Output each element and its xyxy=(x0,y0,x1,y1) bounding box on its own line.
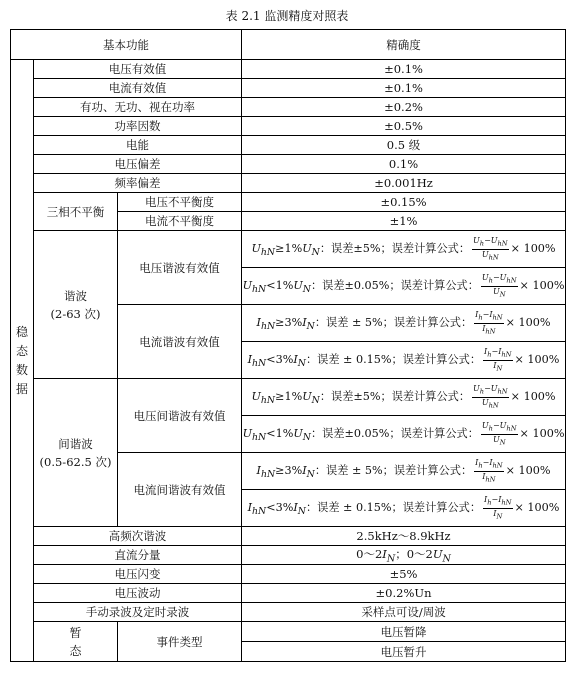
formula-cell: $U_{hN}<1\%U_N$：误差±0.05%；误差计算公式： $\frac{U_h-U_{hN}}{U_N}$ × 100% xyxy=(242,268,566,305)
row-value: $0\sim 2I_N$；$0\sim 2U_N$ xyxy=(242,546,566,565)
row-name: 有功、无功、视在功率 xyxy=(34,98,242,117)
header-row xyxy=(11,30,566,60)
transient-group-label xyxy=(34,622,118,662)
interharmonic-title: 间谐波 xyxy=(58,436,93,451)
harmonic-range: (2-63 次) xyxy=(50,306,101,321)
table-row xyxy=(11,193,566,212)
row-value: ±0.2%Un xyxy=(242,584,566,603)
row-value: ±1% xyxy=(242,212,566,231)
header-accuracy: 精确度 xyxy=(242,30,566,60)
fraction: $\frac{U_h-U_{hN}}{U_{hN}}$ xyxy=(473,235,508,262)
row-name: 高频次谐波 xyxy=(34,527,242,546)
table-row xyxy=(11,117,566,136)
row-name: 电压偏差 xyxy=(34,155,242,174)
table-row xyxy=(11,584,566,603)
row-name: 电流不平衡度 xyxy=(118,212,242,231)
row-value: 0.1% xyxy=(242,155,566,174)
fraction: $\frac{U_h-U_{hN}}{U_N}$ xyxy=(481,272,517,299)
row-name: 功率因数 xyxy=(34,117,242,136)
table-row xyxy=(11,136,566,155)
table-row xyxy=(11,565,566,584)
harmonic-title: 谐波 xyxy=(64,288,87,303)
row-name: 电能 xyxy=(34,136,242,155)
formula-cell: $U_{hN}<1\%U_N$：误差±0.05%；误差计算公式： $\frac{U_h-U_{hN}}{U_N}$ × 100% xyxy=(242,416,566,453)
voltage-harmonic-label: 电压谐波有效值 xyxy=(118,231,242,305)
formula-cell: $U_{hN}\ge 1\%U_N$：误差±5%；误差计算公式： $\frac{U_h-U_{hN}}{U_{hN}}$ × 100% xyxy=(242,379,566,416)
row-value: ±0.5% xyxy=(242,117,566,136)
table-row xyxy=(11,379,566,416)
table-row xyxy=(11,98,566,117)
row-value: ±0.1% xyxy=(242,79,566,98)
table-row xyxy=(11,60,566,79)
voltage-interharmonic-label: 电压间谐波有效值 xyxy=(118,379,242,453)
event-type-label: 事件类型 xyxy=(118,622,242,662)
formula-cell: $I_{hN}\ge 3\%I_N$：误差 ± 5%；误差计算公式： $\frac{I_h-I_{hN}}{I_{hN}}$ × 100% xyxy=(242,305,566,342)
fraction: $\frac{I_h-I_{hN}}{I_{hN}}$ xyxy=(475,309,503,336)
row-value: 0.5 级 xyxy=(242,136,566,155)
current-interharmonic-label: 电流间谐波有效值 xyxy=(118,453,242,527)
table-row xyxy=(11,622,566,642)
formula-cell: $U_{hN}\ge 1\%U_N$：误差±5%；误差计算公式： $\frac{U_h-U_{hN}}{U_{hN}}$ × 100% xyxy=(242,231,566,268)
row-value: ±0.001Hz xyxy=(242,174,566,193)
row-value: ±0.15% xyxy=(242,193,566,212)
interharmonic-range: (0.5-62.5 次) xyxy=(39,454,112,469)
row-value: ±5% xyxy=(242,565,566,584)
table-row xyxy=(11,155,566,174)
row-name: 手动录波及定时录波 xyxy=(34,603,242,622)
row-name: 电压有效值 xyxy=(34,60,242,79)
row-name: 电压暂升 xyxy=(242,642,566,662)
row-value: 2.5kHz～8.9kHz xyxy=(242,527,566,546)
row-value: ±0.1% xyxy=(242,60,566,79)
row-value: 采样点可设/周波 xyxy=(242,603,566,622)
table-row xyxy=(11,79,566,98)
formula-cell: $I_{hN}\ge 3\%I_N$：误差 ± 5%；误差计算公式： $\frac{I_h-I_{hN}}{I_{hN}}$ × 100% xyxy=(242,453,566,490)
transient-group-text: 暂态 xyxy=(69,625,82,658)
formula-cell: $I_{hN}<3\%I_N$：误差 ± 0.15%；误差计算公式： $\frac{I_h-I_{hN}}{I_N}$ × 100% xyxy=(242,342,566,379)
table-row xyxy=(11,174,566,193)
fraction: $\frac{I_h-I_{hN}}{I_N}$ xyxy=(484,346,512,373)
table-caption: 表 2.1 监测精度对照表 xyxy=(225,9,349,23)
row-name: 电流有效值 xyxy=(34,79,242,98)
row-name: 电压暂降 xyxy=(242,622,566,642)
interharmonic-label xyxy=(34,379,118,527)
row-name: 电压闪变 xyxy=(34,565,242,584)
row-name: 频率偏差 xyxy=(34,174,242,193)
accuracy-table xyxy=(10,29,566,662)
row-name: 电压不平衡度 xyxy=(118,193,242,212)
table-row xyxy=(11,603,566,622)
fraction: $\frac{I_h-I_{hN}}{I_N}$ xyxy=(484,494,512,521)
row-value: ±0.2% xyxy=(242,98,566,117)
table-row xyxy=(11,527,566,546)
row-name: 电压波动 xyxy=(34,584,242,603)
unbalance-label: 三相不平衡 xyxy=(34,193,118,231)
fraction: $\frac{U_h-U_{hN}}{U_N}$ xyxy=(481,420,517,447)
table-row xyxy=(11,231,566,268)
harmonic-label xyxy=(34,231,118,379)
current-harmonic-label: 电流谐波有效值 xyxy=(118,305,242,379)
fraction: $\frac{I_h-I_{hN}}{I_{hN}}$ xyxy=(475,457,503,484)
header-function: 基本功能 xyxy=(11,30,242,60)
table-row xyxy=(11,546,566,565)
steady-group-label xyxy=(11,60,34,662)
row-name: 直流分量 xyxy=(34,546,242,565)
steady-group-text: 稳态数据 xyxy=(15,324,28,396)
formula-cell: $I_{hN}<3\%I_N$：误差 ± 0.15%；误差计算公式： $\frac{I_h-I_{hN}}{I_N}$ × 100% xyxy=(242,490,566,527)
fraction: $\frac{U_h-U_{hN}}{U_{hN}}$ xyxy=(473,383,508,410)
